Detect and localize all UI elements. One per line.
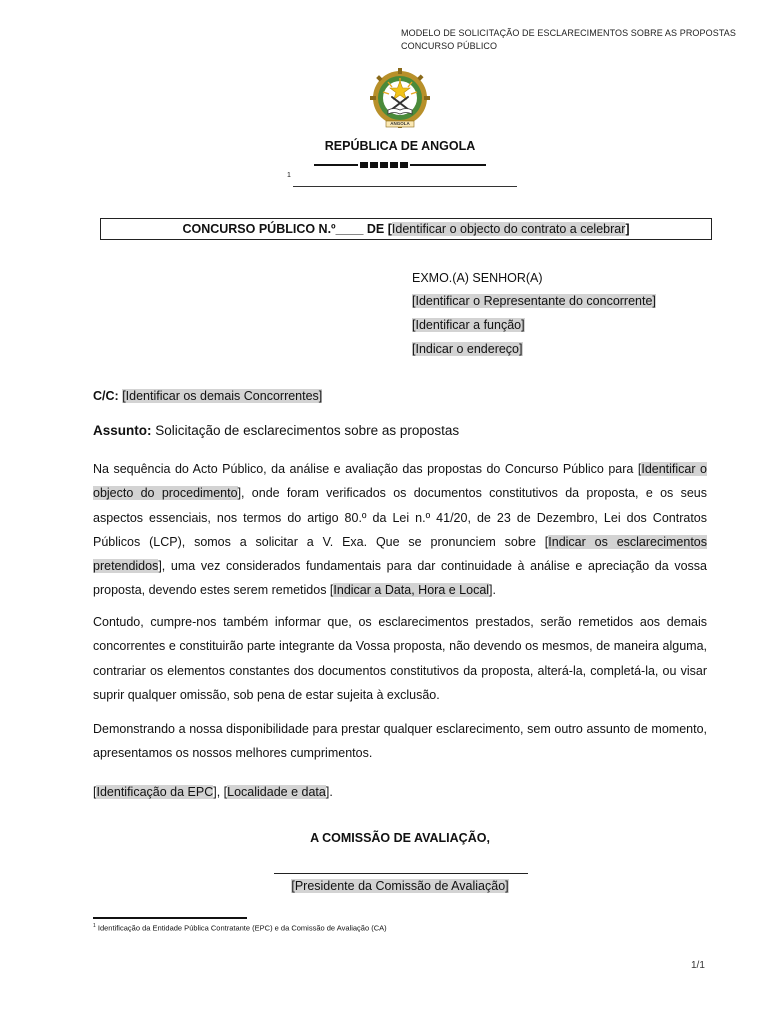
entity-blank-line [293, 186, 517, 187]
commission-heading: A COMISSÃO DE AVALIAÇÃO, [310, 831, 490, 845]
title-prefix: CONCURSO PÚBLICO N.º____ DE [ [182, 222, 392, 236]
page-number: 1/1 [691, 960, 705, 971]
signoff-line [93, 785, 333, 799]
president-signature-block [260, 879, 540, 893]
body-paragraph-1 [93, 457, 707, 603]
cc-placeholder: [Identificar os demais Concorrentes] [122, 389, 323, 403]
addressee-address-placeholder: [Indicar o endereço] [412, 342, 523, 356]
signoff-epc-placeholder: Identificação da EPC [96, 785, 214, 799]
header-note-line-2: CONCURSO PÚBLICO [401, 41, 498, 51]
president-placeholder: [Presidente da Comissão de Avaliação] [291, 879, 509, 893]
signoff-close: ]. [325, 785, 333, 799]
p1-date-time-place-placeholder: Indicar a Data, Hora e Local [333, 583, 490, 598]
signature-line [274, 873, 528, 874]
subject-label: Assunto: [93, 423, 152, 438]
contest-title-box [100, 218, 712, 240]
footnote [93, 923, 387, 933]
template-header-note [401, 27, 736, 53]
signoff-place-date-placeholder: Localidade e data [227, 785, 326, 799]
country-name: REPÚBLICA DE ANGOLA [324, 139, 476, 153]
body-paragraph-2: Contudo, cumpre-nos também informar que, os esclarecimentos prestados, serão remetidos aos demais concorrentes e constituirão parte integrante da Vossa proposta, não devendo os mesmos, de maneira alguma, contrariar os elementos constantes dos documentos constitutivos da proposta, alterá-la, completá-la, ou visar suprir qualquer omissão, sob pena de estar sujeita à exclusão. [93, 615, 707, 702]
p1-clarifications-placeholder: Indicar os esclarecimentos pretendidos [93, 534, 708, 574]
p1-text-c: ], onde foram verificados os documentos constitutivos da proposta, e os seus aspectos essenciais, nos termos do artigo 80.º da Lei n.º 41/20, de 23 de Dezembro, Lei dos Contratos Públicos (LCP), somos a solicitar a V. Exa. Que se pronunciem sobre [ [93, 486, 707, 549]
footnote-separator [93, 917, 247, 919]
cc-line [93, 389, 322, 403]
signoff-separator: ], [ [213, 785, 228, 799]
p1-text-g: ]. [489, 583, 496, 598]
emblem-text: ANGOLA [390, 121, 410, 126]
header-note-line-1: MODELO DE SOLICITAÇÃO DE ESCLARECIMENTOS SOBRE AS PROPOSTAS [401, 28, 736, 38]
cc-label: C/C: [93, 389, 119, 403]
addressee-salutation: EXMO.(A) SENHOR(A) [412, 271, 543, 285]
subject-line [93, 423, 459, 438]
addressee-representative-placeholder: [Identificar o Representante do concorrente] [412, 294, 656, 308]
p1-text-e: ], uma vez considerados fundamentais para dar continuidade à análise e apreciação da vossa proposta, devendo estes serem remetidos [ [93, 559, 707, 598]
decorative-dash-divider [314, 157, 486, 167]
addressee-function-placeholder: [Identificar a função] [412, 318, 525, 332]
subject-value: Solicitação de esclarecimentos sobre as propostas [155, 423, 460, 438]
signoff-open: [ [93, 785, 97, 799]
p1-text-a: Na sequência do Acto Público, da análise e avaliação das propostas do Concurso Público para [ [93, 462, 642, 476]
p1-procedure-placeholder: Identificar o objecto do procedimento [93, 462, 707, 501]
title-suffix: ] [625, 222, 630, 236]
footnote-marker: 1 [93, 923, 96, 929]
title-object-placeholder: Identificar o objecto do contrato a celebrar [391, 222, 626, 236]
footnote-text: Identificação da Entidade Pública Contratante (EPC) e da Comissão de Avaliação (CA) [97, 923, 387, 933]
footnote-reference-marker: 1 [287, 172, 291, 179]
body-paragraph-3: Demonstrando a nossa disponibilidade para prestar qualquer esclarecimento, sem outro assunto de momento, apresentamos os nossos melhores cumprimentos. [93, 722, 707, 761]
angola-coat-of-arms-icon [364, 64, 436, 136]
